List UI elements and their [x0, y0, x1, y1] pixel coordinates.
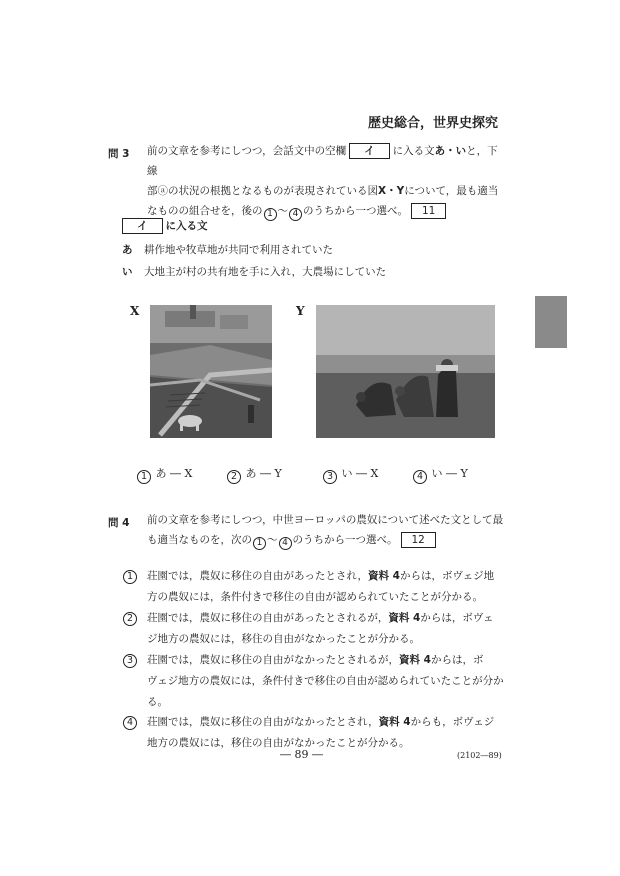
circled-number-1: 1	[253, 537, 266, 550]
image-y-gleaners-painting	[316, 305, 495, 438]
blank-box-i-header: イ	[122, 218, 163, 234]
image-x-label: X	[130, 304, 140, 318]
option-2[interactable]: 2 荘園では，農奴に移住の自由があったとされるが，資料 4からは，ボヴェ ジ地方の農奴には，移住の自由がなかったことが分かる。	[147, 608, 512, 650]
blank-box-i: イ	[349, 143, 390, 159]
question-4-prompt	[147, 510, 517, 550]
circled-number-4: 4	[289, 208, 302, 221]
circled-number-1: 1	[264, 208, 277, 221]
choice-1[interactable]: 1 あ ― X	[136, 465, 192, 484]
image-x-medieval-fields	[150, 305, 272, 438]
question-3-prompt	[147, 141, 507, 221]
question-3-number: 問 3	[108, 148, 130, 160]
side-tab-marker	[535, 296, 567, 348]
option-3[interactable]: 3 荘園では，農奴に移住の自由がなかったとされるが，資料 4からは，ボ ヴェジ地方の農奴には，条件付きで移住の自由が認められていたことが分か る。	[147, 650, 512, 713]
option-4[interactable]: 4 荘園では，農奴に移住の自由がなかったとされ，資料 4からも，ボヴェジ 地方の農奴には，移住の自由がなかったことが分かる。	[147, 712, 512, 754]
page-number: ― 89 ―	[280, 748, 323, 761]
choice-3[interactable]: 3 い ― X	[322, 465, 378, 484]
statements-header: イ に入る文	[122, 216, 208, 236]
q4-line-2: も適当なものを，次の 1 ～ 4 のうちから一つ選べ。 12	[147, 530, 517, 550]
exam-code: (2102―89)	[457, 751, 502, 760]
section-title: 歴史総合，世界史探究	[367, 116, 498, 131]
image-y-label: Y	[296, 304, 305, 318]
question-4-number: 問 4	[108, 517, 130, 529]
circled-number-4: 4	[279, 537, 292, 550]
answer-box-11[interactable]: 11	[411, 203, 446, 219]
q3-line-2: 部ⓐの状況の根拠となるものが表現されている図X・Yについて，最も適当	[147, 185, 499, 197]
option-1[interactable]: 1 荘園では，農奴に移住の自由があったとされ，資料 4からは，ボヴェジ地 方の農奴には，条件付きで移住の自由が認められていたことが分かる。	[147, 566, 512, 608]
q3-line-1: 前の文章を参考にしつつ，会話文中の空欄 イ に入る文あ・いと，下線	[147, 145, 498, 177]
statement-i: い 大地主が村の共有地を手に入れ，大農場にしていた	[122, 266, 387, 278]
answer-box-12[interactable]: 12	[401, 532, 436, 548]
choice-4[interactable]: 4 い ― Y	[412, 465, 468, 484]
q4-line-1: 前の文章を参考にしつつ，中世ヨーロッパの農奴について述べた文として最	[147, 514, 504, 526]
q3-line-3: なものの組合せを，後の 1 ～ 4 のうちから一つ選べ。 11	[147, 201, 507, 221]
choice-2[interactable]: 2 あ ― Y	[226, 465, 282, 484]
statement-a: あ 耕作地や牧草地が共同で利用されていた	[122, 244, 333, 256]
